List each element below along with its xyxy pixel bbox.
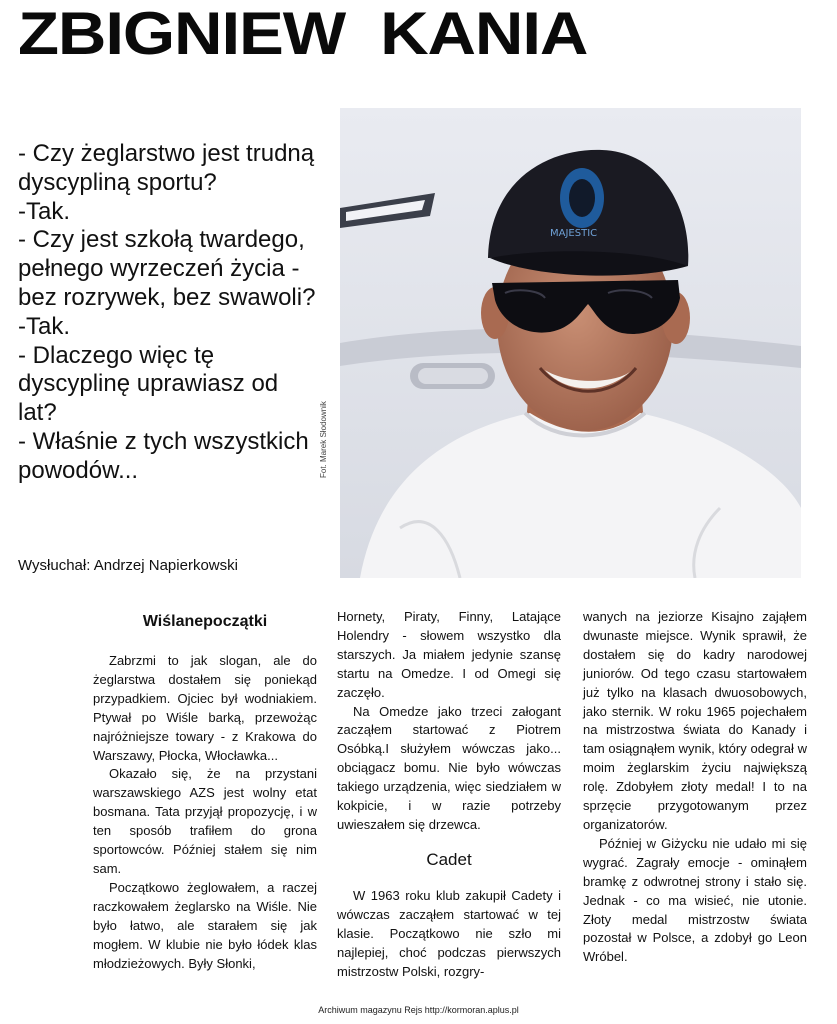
- cap-logo-text: MAJESTIC: [550, 228, 598, 239]
- interview-question: - Dlaczego więc tę dyscyplinę uprawiasz od lat?: [18, 341, 279, 427]
- byline: Wysłuchał: Andrzej Napierkowski: [18, 557, 238, 574]
- photo-credit: Fot. Marek Słodownik: [319, 401, 328, 478]
- paragraph: W 1963 roku klub zakupił Cadety i wówczas zacząłem startować w tej klasie. Początkowo nie szło mi najlepiej, choć podczas pierwszych mistrzostw Polski, rozgry-: [337, 887, 561, 979]
- paragraph: Później w Giżycku nie udało mi się wygrać. Zagrały emocje - ominąłem bramkę z odwrotnej strony i stało się. Jednak - co ma wisieć, nie utonie. Złoty medal mistrzostw świata pozostał w Polsce, a zdobył go Leon Wróbel.: [583, 835, 807, 965]
- section-heading: Cadet: [426, 849, 472, 869]
- article-title: ZBIGNIEW KANIA: [18, 0, 588, 67]
- interview-question: - Czy żeglarstwo jest trudną dyscypliną sportu?: [18, 140, 315, 196]
- paragraph: Hornety, Piraty, Finny, Latające Holendry - słowem wszystko dla starszych. Ja miałem jedynie szansę startu na Omedze. I od Omegi się zaczęło.: [337, 609, 561, 700]
- paragraph: Zabrzmi to jak slogan, ale do żeglarstwa dostałem się poniekąd przypadkiem. Ojciec był wodniakiem. Ptywał po Wiśle barką, przewożąc najróżniejsze towary - z Krakowa do Warszawy, Płocka, Włocławka...: [93, 653, 317, 763]
- portrait-photo: [340, 108, 801, 578]
- footer-archive-note: Archiwum magazynu Rejs http://kormoran.aplus.pl: [318, 1005, 519, 1015]
- article-column-1: [93, 608, 317, 973]
- interview-answer: - Właśnie z tych wszystkich powodów...: [18, 427, 309, 484]
- section-heading: Wiślanepoczątki: [142, 613, 268, 630]
- article-column-2: [337, 608, 561, 981]
- paragraph: Okazało się, że na przystani warszawskiego AZS jest wolny etat bosmana. Tata przyjął propozycję, i w ten sposób trafiłem do grona sportowców. Później stałem się nim sam.: [93, 766, 317, 876]
- paragraph: Na Omedze jako trzeci załogant zacząłem startować z Piotrem Osóbką.I służyłem wówczas jako... obciągacz bomu. Nie było wówczas takiego urządzenia, więc siedziałem w kokpicie, i w razie potrzeby uwieszałem się drzewca.: [337, 703, 561, 832]
- article-column-3: [583, 608, 807, 967]
- paragraph: wanych na jeziorze Kisajno zająłem dwunaste miejsce. Wynik sprawił, że dostałem się do kadry narodowej juniorów. Od tego czasu startowałem już tylko na klasach dwuosobowych, jako sternik. W roku 1965 pojechałem na mistrzostwa świata do Kanady i tam osiągnąłem wynik, który odegrał w moim żeglarskim życiu największą rolę. Zdobyłem złoty medal! I to na sprzęcie przygotowanym przez organizatorów.: [583, 609, 807, 832]
- interview-block: [18, 140, 318, 486]
- interview-answer: -Tak.: [18, 197, 71, 225]
- paragraph: Początkowo żeglowałem, a raczej raczkowałem żeglarsko na Wiśle. Nie było łatwo, ale starałem się jak mogłem. W klubie nie było łódek klas młodzieżowych. Były Słonki,: [93, 879, 317, 971]
- interview-answer: -Tak.: [18, 312, 71, 340]
- interview-question: - Czy jest szkołą twardego, pełnego wyrzeczeń życia - bez rozrywek, bez swawoli?: [18, 226, 316, 311]
